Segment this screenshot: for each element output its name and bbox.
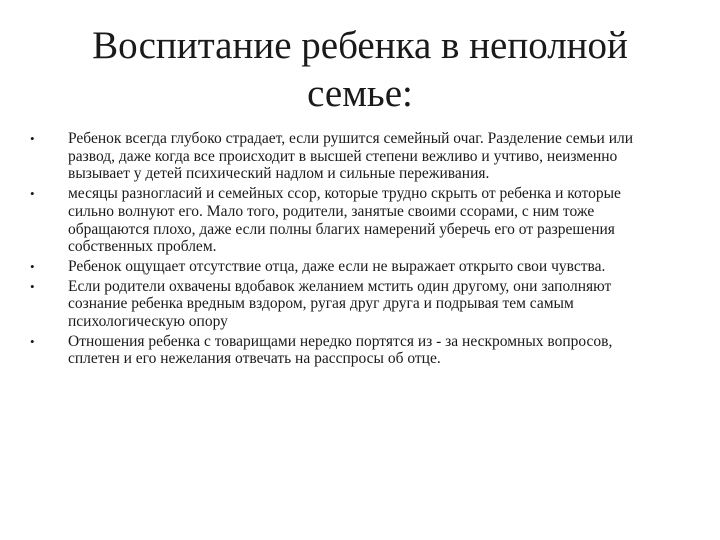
bullet-text: Ребенок ощущает отсутствие отца, даже если не выражает открыто свои чувства. (68, 257, 606, 275)
bullet-icon: • (30, 186, 35, 202)
bullet-icon: • (30, 278, 35, 294)
slide-title-line-1: Воспитание ребенка в неполной (92, 24, 628, 67)
bullet-text: Ребенок всегда глубоко страдает, если рушится семейный очаг. Разделение семьи или развод, даже когда все происходит в высшей степени вежливо и учтиво, неизменно вызывает у детей психический надлом и сильные переживания. (68, 130, 634, 183)
bullet-item (30, 130, 665, 183)
bullet-icon: • (30, 333, 35, 349)
bullet-icon: • (30, 258, 35, 274)
bullet-item (30, 258, 665, 276)
slide-title (60, 22, 660, 118)
bullet-item (30, 185, 665, 256)
bullet-item (30, 278, 665, 331)
bullet-item (30, 333, 665, 368)
bullet-text: Отношения ребенка с товарищами нередко портятся из - за нескромных вопросов, сплетен и его нежелания отвечать на расспросы об отце. (68, 332, 613, 368)
bullet-icon: • (30, 131, 35, 146)
bullet-text: месяцы разногласий и семейных ссор, которые трудно скрыть от ребенка и которые сильно волнуют его. Мало того, родители, занятые своими ссорами, с ним тоже обращаются плохо, даже если полны благих намерений уберечь его от разрешения собственных проблем. (68, 185, 621, 256)
bullet-list (30, 130, 665, 370)
slide-title-line-2: семье: (307, 72, 413, 115)
bullet-text: Если родители охвачены вдобавок желанием мстить один другому, они заполняют сознание ребенка вредным вздором, ругая друг друга и подрывая тем самым психологическую опору (68, 277, 612, 331)
